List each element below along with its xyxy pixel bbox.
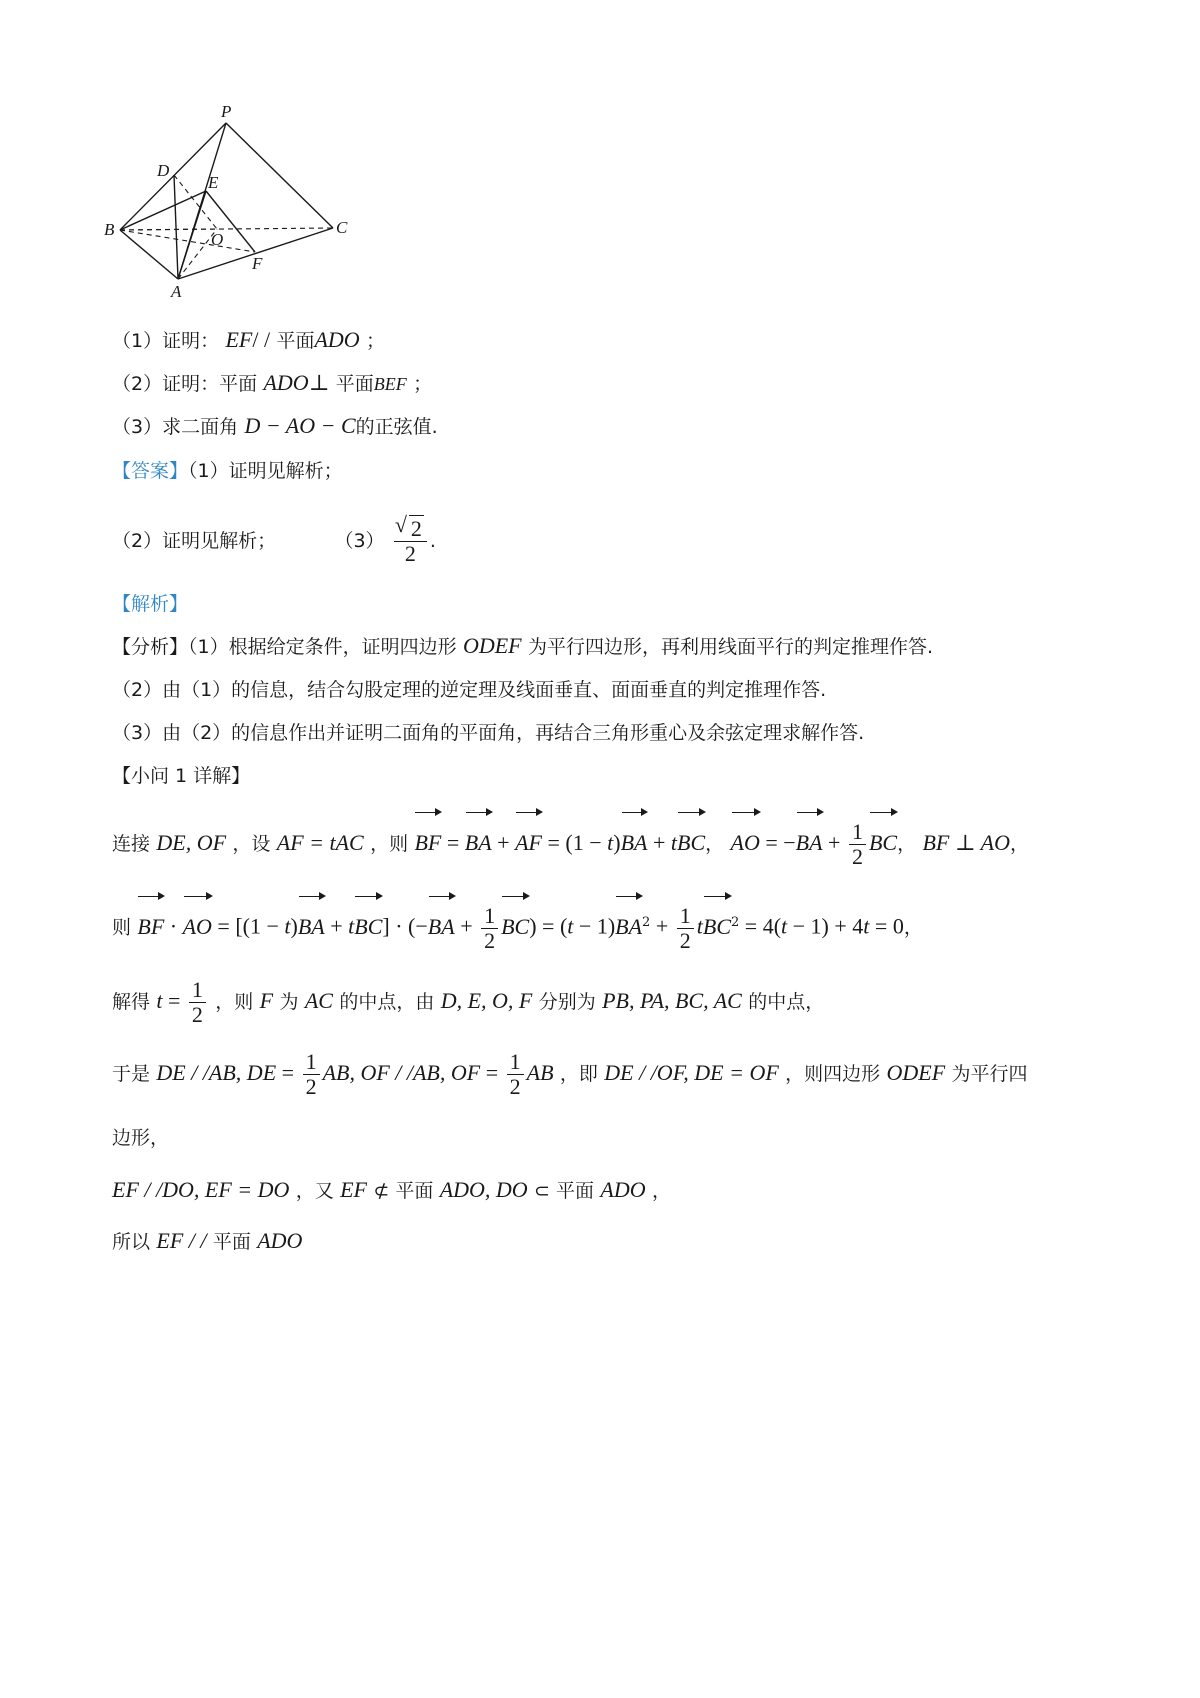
proof-line-6: EF / /DO, EF = DO ，又 EF ⊄ 平面 ADO, DO ⊂ 平面 ADO ， [112,1177,671,1202]
edge-BA [120,230,178,279]
proof-line-7: 所以 EF / / 平面 ADO [112,1228,303,1253]
edge-DA [174,175,178,279]
label-D: D [157,161,170,180]
label-B: B [104,220,115,239]
edge-AE [178,191,206,279]
answer-line-2: （2）证明见解析； （3） √ $\frac{2}{2}$ . [112,510,436,571]
question-2: （2）证明：平面 ADO⊥ 平面BEF ； [112,370,433,395]
label-F: F [252,254,263,273]
label-E: E [208,173,219,192]
label-A: A [171,282,182,301]
proof-line-3: 解得 t = $\frac{1}{2}$ ，则 F 为 AC 的中点，由 D, E, O, F 分别为 PB, PA, BC, AC 的中点， [112,977,825,1027]
proof-line-1: 连接 DE, OF ，设 AF = tAC ，则 BF = BA + AF = (1 − t)BA + tBC， AO = −BA + $\frac{1}{2}$ BC， BF ⊥ AO， [112,815,1029,872]
label-C: C [336,218,348,237]
subquestion-1-heading: 【小问 1 详解】 [112,765,251,787]
answer-tag: 【答案】 [112,460,189,482]
edge-BO [120,229,217,230]
question-3: （3）求二面角 D − AO − C的正弦值. [112,413,438,438]
edge-BE [120,191,206,230]
fenxi-line-3: （3）由（2）的信息作出并证明二面角的平面角，再结合三角形重心及余弦定理求解作答. [112,722,865,744]
question-1: （1）证明： EF/ / 平面ADO ； [112,327,386,352]
fenxi-line-1: 【分析】（1）根据给定条件，证明四边形 ODEF 为平行四边形，再利用线面平行的判定推理作答. [112,633,934,658]
label-O: O [211,230,224,249]
label-P: P [221,102,232,121]
proof-line-4: 于是 DE / /AB, DE = $\frac{1}{2}$ AB, OF / /AB, OF = $\frac{1}{2}$ AB ，即 DE / /OF, DE = OF ，则四边形 ODEF 为平行四 [112,1049,1028,1099]
analysis-heading: 【解析】 [112,593,189,615]
pyramid-figure [100,95,400,335]
fenxi-line-2: （2）由（1）的信息，结合勾股定理的逆定理及线面垂直、面面垂直的判定推理作答. [112,679,827,701]
answer-line-1: 【答案】（1）证明见解析； [112,460,343,482]
proof-line-5: 边形， [112,1127,170,1149]
edge-PC [226,123,333,228]
answer-fraction: √ $\frac{2}{2}$ [394,517,427,566]
proof-line-2: 则 BF · AO = [(1 − t)BA + tBC] · (−BA + $\frac{1}{2}$ $BC) = (t - 1)BA^2$ + $\frac{1}{2}$ tBC$^2$ = 4(t − 1) + 4t = 0， [112,895,923,956]
